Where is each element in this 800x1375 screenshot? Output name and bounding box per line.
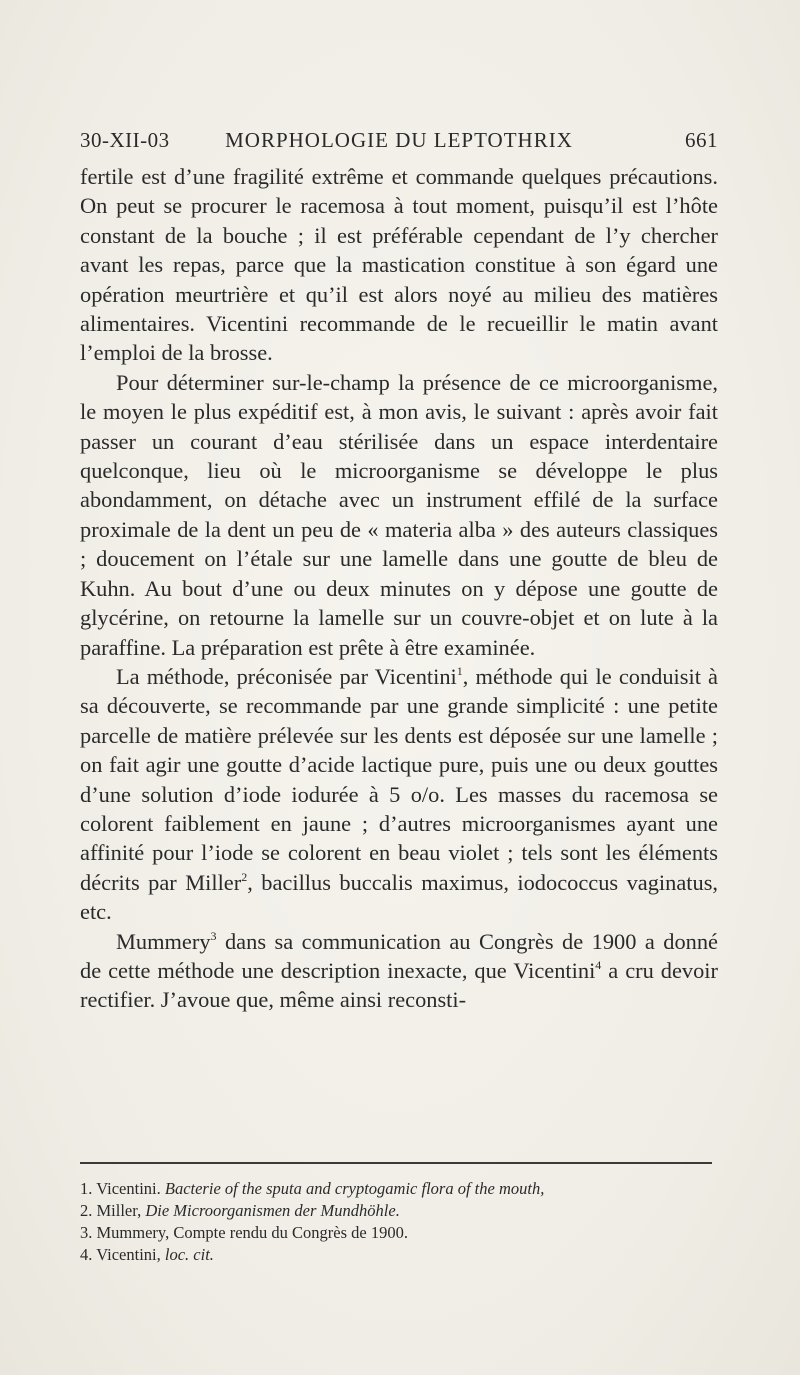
footnote-divider (80, 1162, 712, 1164)
paragraph-1: fertile est d’une fragilité extrême et commande quelques précautions. On peut se procurer le racemosa à tout moment, puisqu’il est l’hôte constant de la bouche ; il est préférable cependant de l’y chercher avant les repas, parce que la mastication constitue à son égard une opération meurtrière et qu’il est alors noyé au milieu des matières alimentaires. Vicentini recommande de le recueillir le matin avant l’emploi de la brosse. (80, 164, 718, 366)
footnote-1 (80, 1178, 718, 1200)
paragraph-4-text-b: dans sa communication au Congrès de 1900 a donné de cette méthode une description inexacte, que Vicentini (80, 928, 718, 983)
header-title: MORPHOLOGIE DU LEPTOTHRIX (225, 128, 573, 152)
paragraph-4-text-c: a cru devoir rectifier. J’avoue que, même ainsi reconsti- (80, 957, 718, 1013)
footnote-2 (80, 1200, 718, 1222)
footnote-ref-2: 2 (241, 869, 248, 884)
paragraph-2: Pour déterminer sur-le-champ la présence de ce microorganisme, le moyen le plus expéditif est, à mon avis, le suivant : après avoir fait passer un courant d’eau stérilisée dans un espace interdentaire quelconque, lieu où le microorganisme se développe le plus abondamment, on détache avec un instrument effilé de la surface proximale de la dent un peu de « materia alba » des auteurs classiques ; doucement on l’étale sur une lamelle dans une goutte de bleu de Kuhn. Au bout d’une ou deux minutes on y dépose une goutte de glycérine, on retourne la lamelle sur un couvre-objet et on lute à la paraffine. La préparation est prête à être examinée. (80, 369, 718, 660)
paragraph-3 (80, 662, 718, 927)
footnote-author: Vicentini, (96, 1245, 161, 1264)
page-number: 661 (685, 128, 718, 152)
running-header (80, 128, 718, 160)
footnote-ref-1: 1 (456, 663, 463, 678)
header-date: 30-XII-03 (80, 128, 170, 152)
footnote-author: Vicentini. (96, 1179, 161, 1198)
paragraph-3-text-c: , bacillus buccalis maximus, iodococcus vaginatus, etc. (80, 869, 719, 925)
paragraph-3-text-b: , méthode qui le conduisit à sa découverte, se recommande par une grande simplicité : une petite parcelle de matière prélevée sur les dents est déposée sur une lamelle ; on fait agir une goutte d’acide lactique pure, puis une ou deux gouttes d’une solution d’iode iodurée à 5 o/o. Les masses du racemosa se colorent faiblement en jaune ; d’autres microorganismes ayant une affinité pour l’iode se colorent en beau violet ; tels sont les éléments décrits par Miller (80, 663, 718, 895)
body-text (80, 162, 718, 1015)
footnote-title: Die Microorganismen der Mundhöhle. (145, 1201, 400, 1220)
footnote-author: Mummery, Compte rendu du Congrès de 1900. (96, 1223, 408, 1242)
paragraph-4 (80, 927, 718, 1015)
footnote-number: 2. (80, 1201, 93, 1220)
footnote-number: 3. (80, 1223, 93, 1242)
footnotes (80, 1178, 718, 1266)
footnote-author: Miller, (96, 1201, 142, 1220)
footnote-ref-4: 4 (595, 957, 602, 972)
footnote-ref-3: 3 (210, 928, 217, 943)
footnote-3 (80, 1222, 718, 1244)
paragraph-4-text-a: Mummery (116, 928, 211, 954)
footnote-title: loc. cit. (164, 1245, 214, 1264)
footnote-number: 1. (80, 1179, 93, 1198)
footnote-title: Bacterie of the sputa and cryptogamic flora of the mouth, (164, 1179, 545, 1198)
paragraph-3-text-a: La méthode, préconisée par Vicentini (116, 663, 457, 689)
footnote-4 (80, 1244, 718, 1266)
footnote-number: 4. (80, 1245, 93, 1264)
